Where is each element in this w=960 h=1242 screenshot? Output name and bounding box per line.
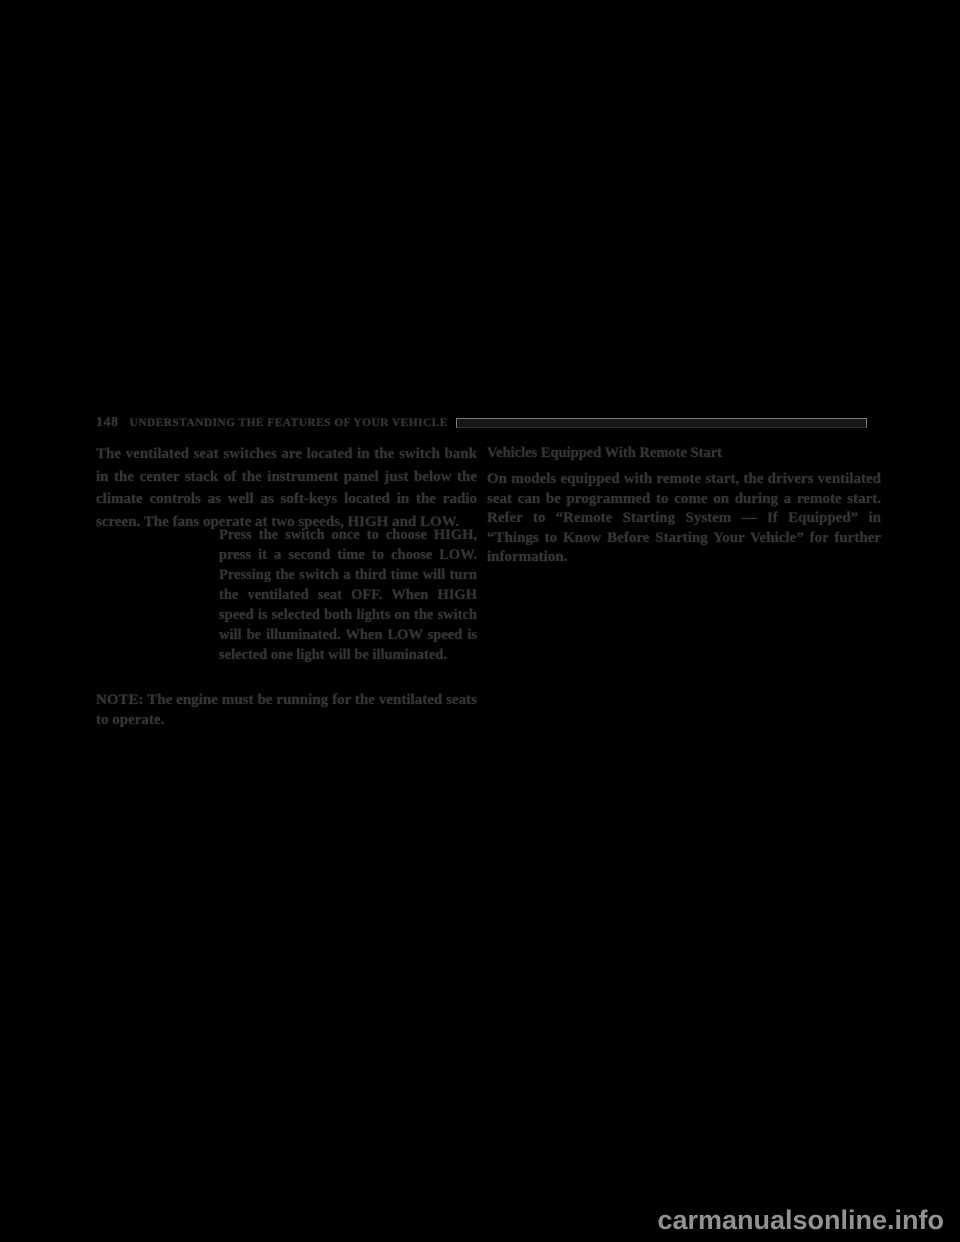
switch-operation-paragraph: Press the switch once to choose HIGH, press it a second time to choose LOW. Pressing the switch a third time will turn the ventilated seat OFF. When HIGH speed is selected both lights on the switch will be illuminated. When LOW speed is selected one light will be illuminated. <box>219 527 477 663</box>
ventilated-seat-intro-paragraph: The ventilated seat switches are located in the switch bank in the center stack of the instrument panel just below the climate controls as well as soft-keys located in the radio screen. The fans operate at two speeds, HIGH and LOW. <box>96 446 477 530</box>
page-header <box>96 415 867 431</box>
section-title: UNDERSTANDING THE FEATURES OF YOUR VEHICLE <box>129 417 448 429</box>
watermark-link[interactable]: carmanualsonline.info <box>657 1205 944 1235</box>
note-text: The engine must be running for the ventilated seats to operate. <box>96 692 477 728</box>
remote-start-heading: Vehicles Equipped With Remote Start <box>487 445 722 461</box>
header-rule-bar <box>456 418 867 428</box>
note-paragraph <box>96 690 477 730</box>
remote-start-paragraph: On models equipped with remote start, the drivers ventilated seat can be programmed to come on during a remote start. Refer to “Remote Starting System — If Equipped” in “Things to Know Before Starting Your Vehicle” for further information. <box>487 471 881 565</box>
note-label: NOTE: <box>96 692 144 708</box>
page-number: 148 <box>96 415 119 430</box>
